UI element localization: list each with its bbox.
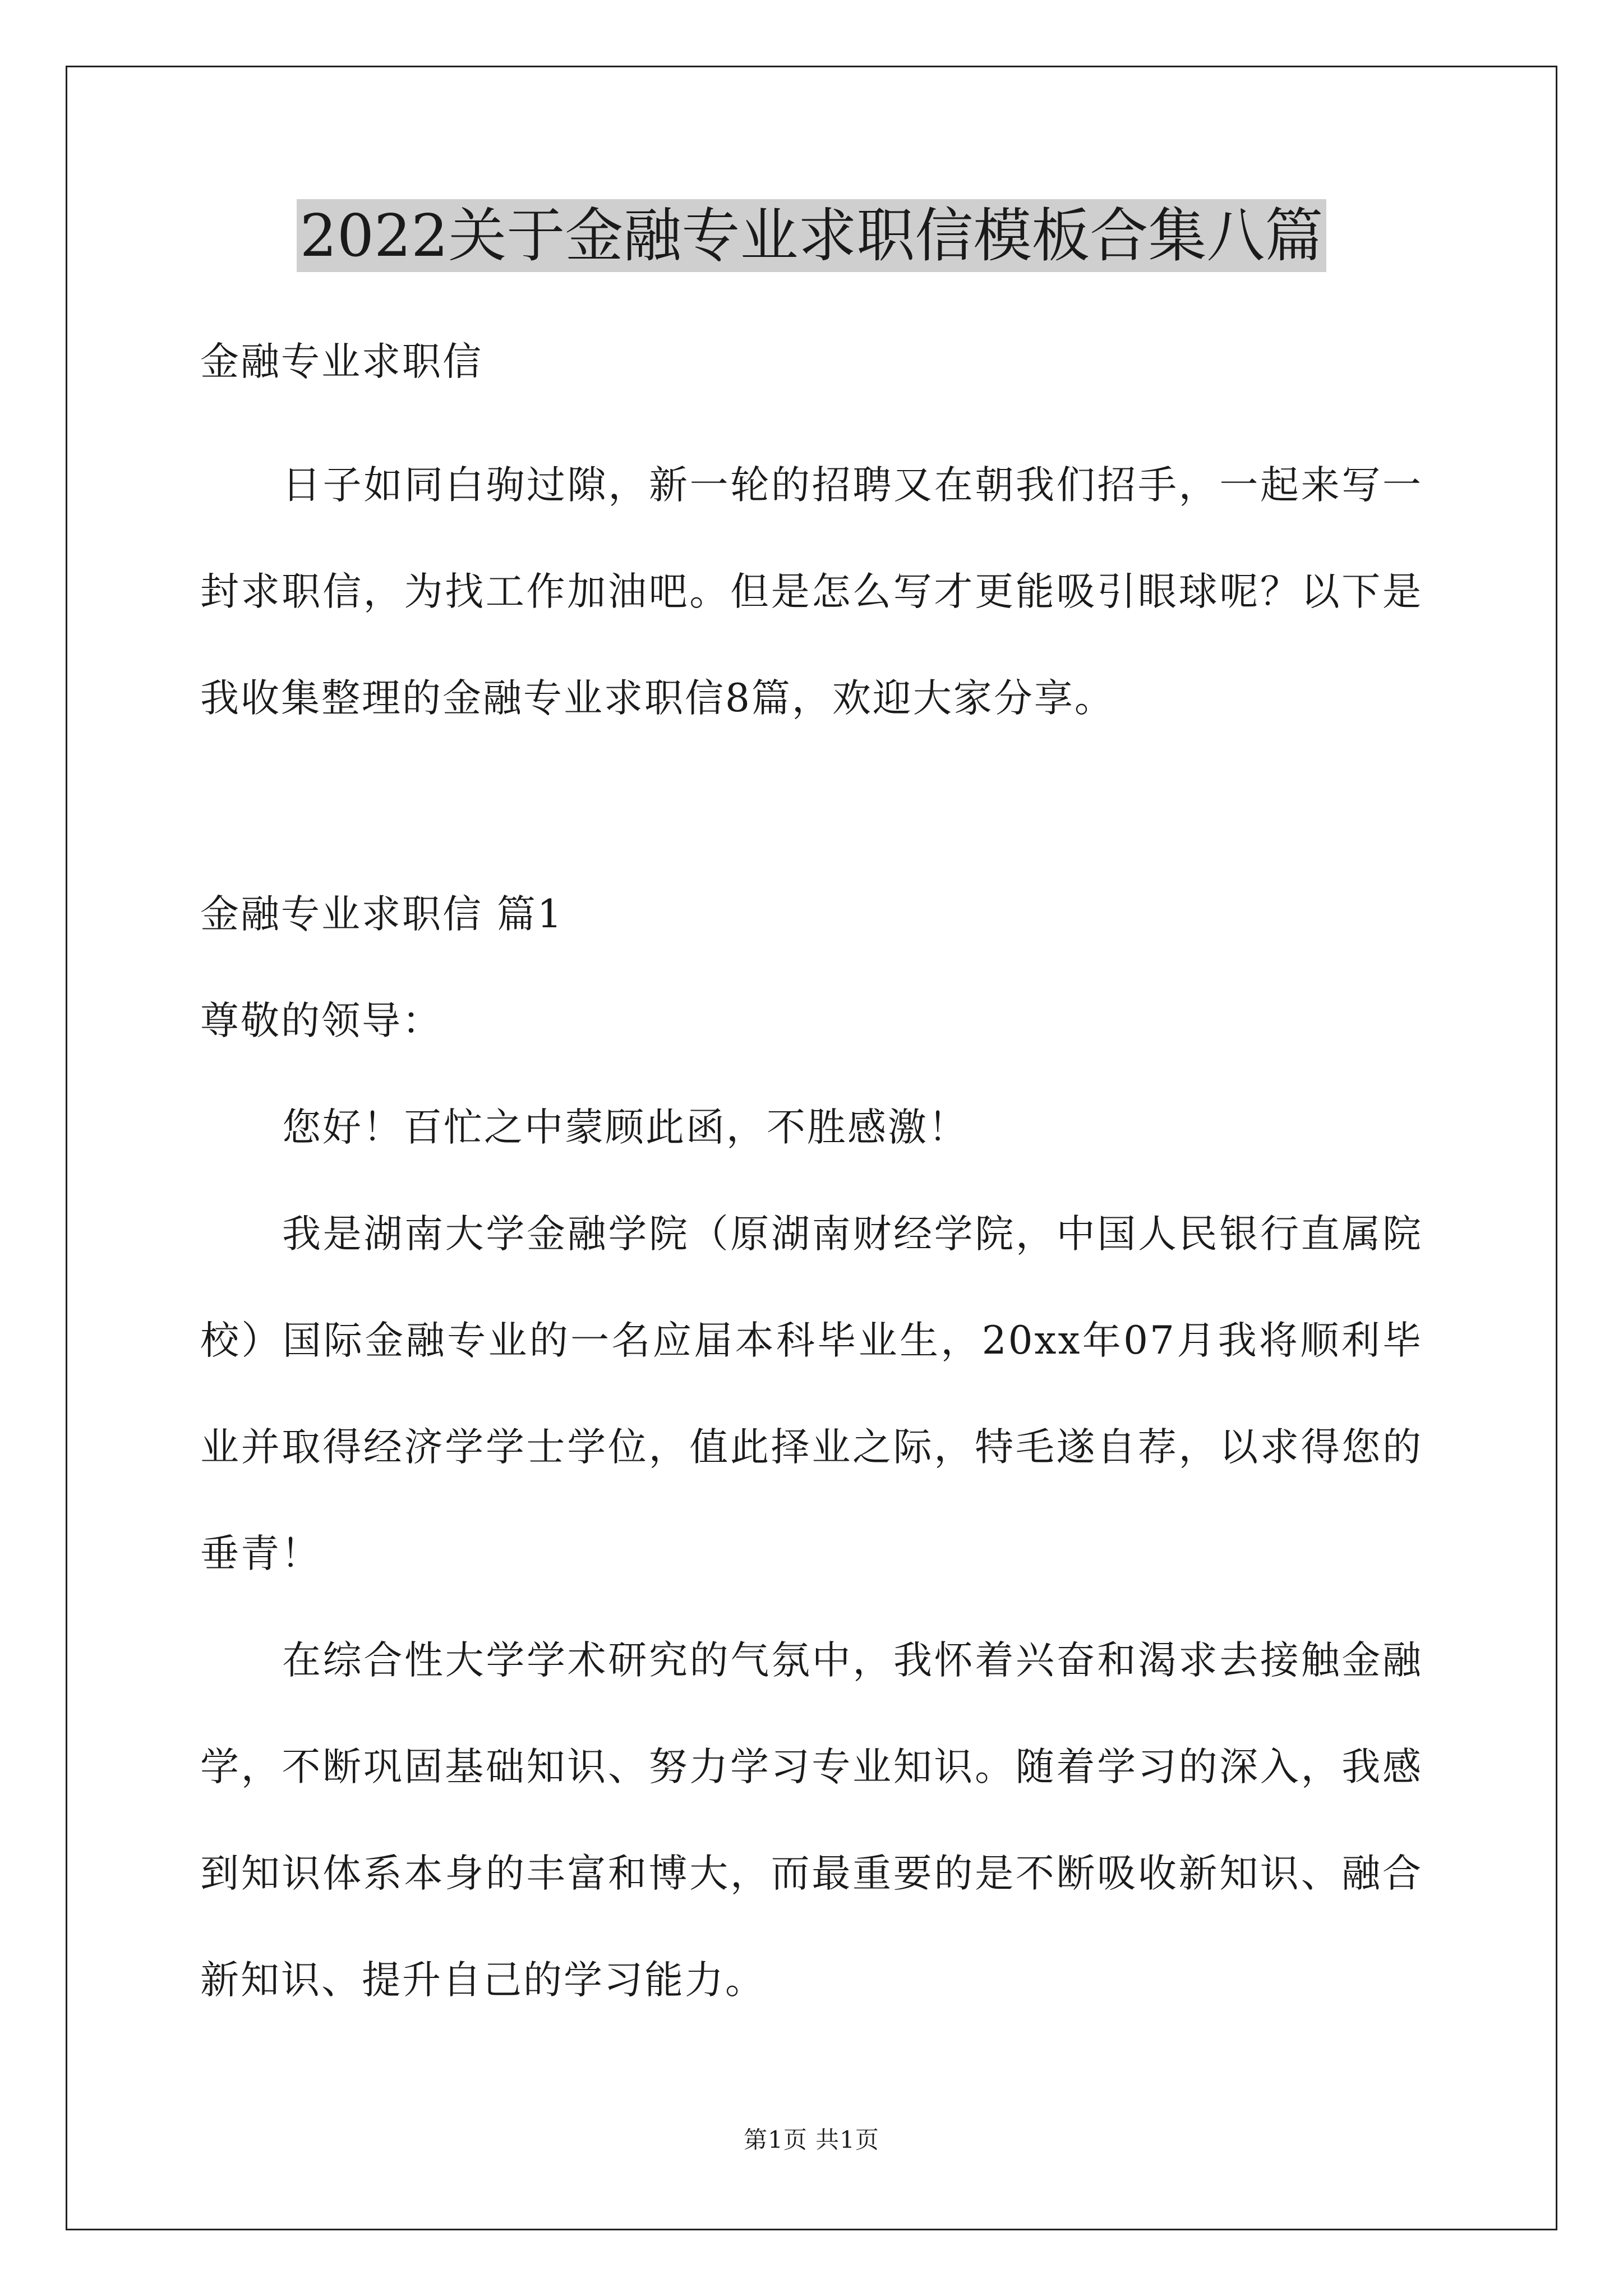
paragraph-2-line-1: 在综合性大学学术研究的气氛中，我怀着兴奋和渴求去接触金融 xyxy=(282,1638,1423,1683)
paragraph-2-line-2: 学，不断巩固基础知识、努力学习专业知识。随着学习的深入，我感 xyxy=(200,1745,1423,1789)
document-title-text: 2022关于金融专业求职信模板合集八篇 xyxy=(297,199,1327,272)
salutation: 尊敬的领导： xyxy=(200,999,442,1043)
paragraph-1-line-4: 垂青！ xyxy=(200,1531,321,1576)
page-footer: 第1页 共1页 xyxy=(744,2126,879,2154)
intro-line-2: 封求职信，为找工作加油吧。但是怎么写才更能吸引眼球呢？以下是 xyxy=(200,569,1423,614)
paragraph-2-line-3: 到知识体系本身的丰富和博大，而最重要的是不断吸收新知识、融合 xyxy=(200,1851,1423,1896)
intro-line-3: 我收集整理的金融专业求职信8篇，欢迎大家分享。 xyxy=(200,676,1115,721)
document-title xyxy=(0,194,1623,278)
intro-line-1: 日子如同白驹过隙，新一轮的招聘又在朝我们招手，一起来写一 xyxy=(282,463,1423,508)
paragraph-1-line-3: 业并取得经济学学士学位，值此择业之际，特毛遂自荐，以求得您的 xyxy=(200,1425,1423,1470)
section-heading: 金融专业求职信 xyxy=(200,339,483,384)
paragraph-1-line-2: 校）国际金融专业的一名应届本科毕业生，20xx年07月我将顺利毕 xyxy=(200,1318,1423,1363)
letter-heading: 金融专业求职信 篇1 xyxy=(200,892,564,937)
paragraph-1-line-1: 我是湖南大学金融学院（原湖南财经学院，中国人民银行直属院 xyxy=(282,1212,1423,1257)
paragraph-2-line-4: 新知识、提升自己的学习能力。 xyxy=(200,1958,766,2003)
greeting-line: 您好！百忙之中蒙顾此函，不胜感激！ xyxy=(282,1105,969,1150)
